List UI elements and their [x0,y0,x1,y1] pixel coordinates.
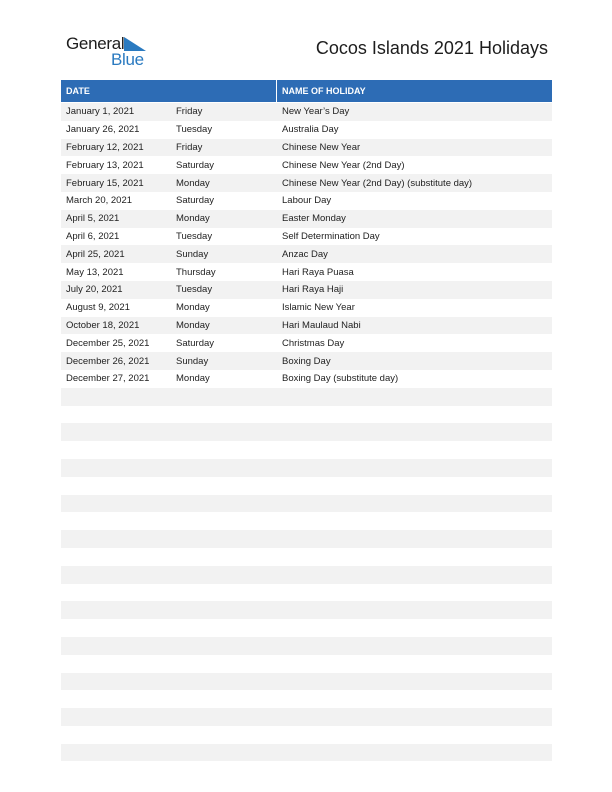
holiday-weekday: Tuesday [176,284,213,296]
holiday-weekday: Saturday [176,195,215,207]
holiday-date: April 5, 2021 [66,213,120,225]
empty-row [61,601,552,619]
table-row [61,245,552,263]
holiday-weekday: Monday [176,213,210,225]
empty-row [61,566,552,584]
holiday-date: March 20, 2021 [66,195,133,207]
table-row [61,210,552,228]
holiday-weekday: Sunday [176,248,209,260]
holiday-date: April 25, 2021 [66,248,125,260]
table-row [61,334,552,352]
table-row [61,192,552,210]
holiday-name: Chinese New Year (2nd Day) [282,159,405,171]
holiday-date: January 1, 2021 [66,106,135,118]
holiday-name: Hari Raya Puasa [282,266,354,278]
table-row [61,263,552,281]
holiday-name: Boxing Day [282,355,331,367]
holiday-name: Australia Day [282,124,339,136]
holiday-name: Boxing Day (substitute day) [282,373,399,385]
table-row [61,139,552,157]
empty-row [61,388,552,406]
empty-row [61,459,552,477]
holiday-date: April 6, 2021 [66,230,120,242]
holiday-name: Anzac Day [282,248,328,260]
holiday-name: Islamic New Year [282,302,355,314]
holiday-weekday: Monday [176,373,210,385]
empty-row [61,637,552,655]
holiday-date: October 18, 2021 [66,319,140,331]
logo-word-blue: Blue [111,50,144,69]
holiday-date: January 26, 2021 [66,124,140,136]
holiday-weekday: Monday [176,302,210,314]
holiday-weekday: Saturday [176,337,215,349]
holiday-weekday: Monday [176,319,210,331]
empty-row [61,423,552,441]
empty-row [61,673,552,691]
empty-row [61,512,552,530]
holiday-table [61,80,552,779]
empty-row [61,548,552,566]
table-row [61,156,552,174]
holiday-name: Hari Raya Haji [282,284,344,296]
holiday-name: Christmas Day [282,337,345,349]
holiday-date: February 12, 2021 [66,141,144,153]
empty-row [61,477,552,495]
holiday-date: December 26, 2021 [66,355,150,367]
empty-row [61,441,552,459]
holiday-date: December 25, 2021 [66,337,150,349]
holiday-date: August 9, 2021 [66,302,130,314]
holiday-name: New Year’s Day [282,106,350,118]
table-row [61,103,552,121]
holiday-name: Hari Maulaud Nabi [282,319,361,331]
page-title: Cocos Islands 2021 Holidays [315,38,548,58]
empty-row [61,406,552,424]
empty-row [61,744,552,762]
holiday-weekday: Tuesday [176,230,213,242]
header-holiday-name: NAME OF HOLIDAY [282,86,366,96]
holiday-name: Chinese New Year [282,141,361,153]
table-header [61,80,552,102]
holiday-date: February 13, 2021 [66,159,144,171]
holiday-date: December 27, 2021 [66,373,150,385]
holiday-weekday: Saturday [176,159,215,171]
holiday-date: May 13, 2021 [66,266,124,278]
empty-row [61,655,552,673]
holiday-weekday: Sunday [176,355,209,367]
empty-row [61,495,552,513]
holiday-name: Self Determination Day [282,230,380,242]
table-row [61,281,552,299]
holiday-weekday: Monday [176,177,210,189]
logo-triangle-icon [124,37,146,51]
empty-row [61,761,552,779]
holiday-date: February 15, 2021 [66,177,144,189]
empty-row [61,584,552,602]
header-date: DATE [61,80,277,102]
holiday-weekday: Tuesday [176,124,213,136]
logo [66,34,156,68]
holiday-name: Labour Day [282,195,332,207]
table-row [61,317,552,335]
holiday-weekday: Friday [176,141,203,153]
table-body [61,103,552,779]
holiday-weekday: Thursday [176,266,216,278]
table-row [61,370,552,388]
table-row [61,299,552,317]
empty-row [61,619,552,637]
table-row [61,121,552,139]
holiday-name: Easter Monday [282,213,346,225]
table-row [61,352,552,370]
empty-row [61,530,552,548]
holiday-date: July 20, 2021 [66,284,123,296]
empty-row [61,690,552,708]
holiday-weekday: Friday [176,106,203,118]
holiday-name: Chinese New Year (2nd Day) (substitute day) [282,177,473,189]
empty-row [61,708,552,726]
table-row [61,228,552,246]
logo-word-general: General [66,34,125,53]
empty-row [61,726,552,744]
table-row [61,174,552,192]
